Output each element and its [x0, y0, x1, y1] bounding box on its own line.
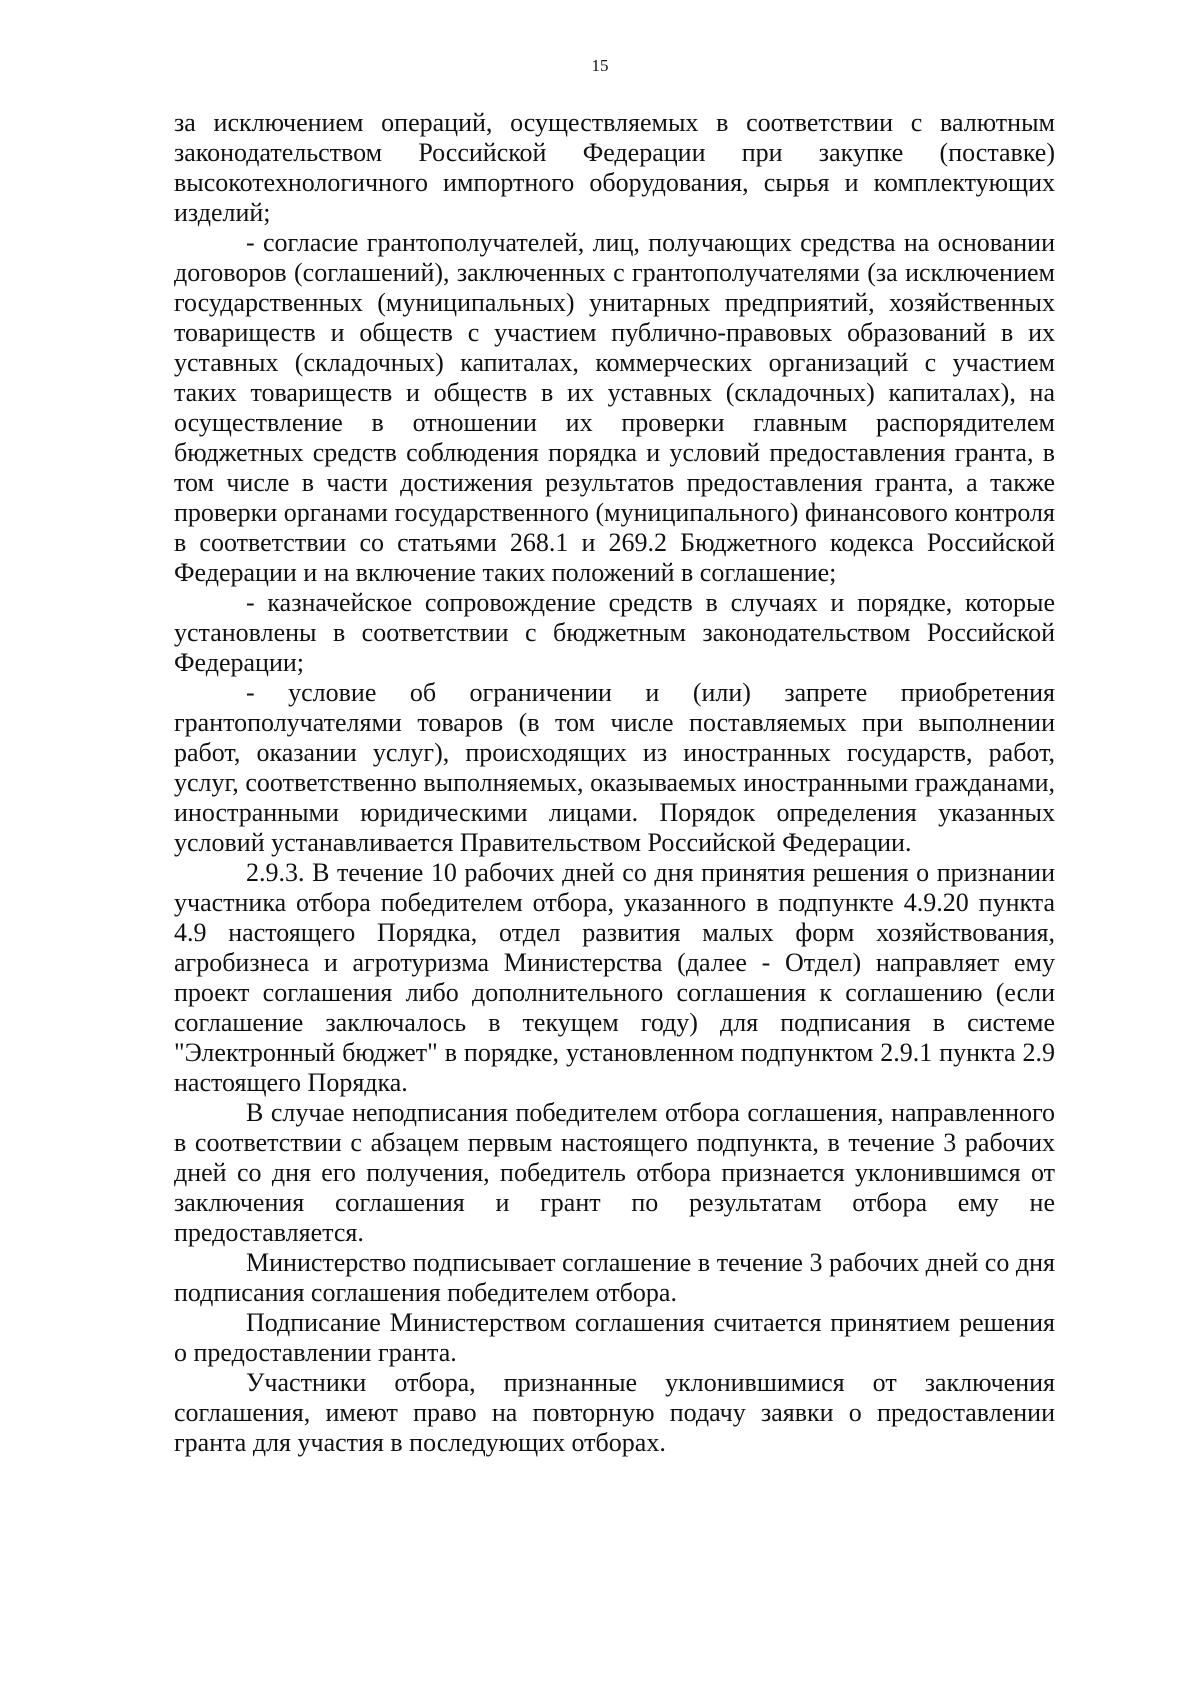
page-number: 15	[591, 56, 609, 75]
paragraph-4: - условие об ограничении и (или) запрете приобретения грантополучателями товаров (в том числе поставляемых при выполнении работ, оказании услуг), происходящих из иностранных государств, работ, услуг, соответственно выполняемых, оказываемых иностранными гражданами, иностранными юридическими лицами. Порядок определения указанных условий устанавливается Правительством Российской Федерации.	[174, 678, 1055, 857]
paragraph-1: за исключением операций, осуществляемых в соответствии с валютным законодательством Российской Федерации при закупке (поставке) высокотехнологичного импортного оборудования, сырья и комплектующих изделий;	[174, 108, 1055, 227]
paragraph-7: Министерство подписывает соглашение в течение 3 рабочих дней со дня подписания соглашения победителем отбора.	[174, 1248, 1055, 1307]
paragraph-9: Участники отбора, признанные уклонившимися от заключения соглашения, имеют право на повторную подачу заявки о предоставлении гранта для участия в последующих отборах.	[174, 1368, 1055, 1457]
paragraph-6: В случае неподписания победителем отбора соглашения, направленного в соответствии с абзацем первым настоящего подпункта, в течение 3 рабочих дней со дня его получения, победитель отбора признается уклонившимся от заключения соглашения и грант по результатам отбора ему не предоставляется.	[174, 1098, 1055, 1247]
paragraph-3: - казначейское сопровождение средств в случаях и порядке, которые установлены в соответствии с бюджетным законодательством Российской Федерации;	[174, 588, 1055, 677]
document-body	[174, 108, 1055, 1458]
paragraph-2: - согласие грантополучателей, лиц, получающих средства на основании договоров (соглашений), заключенных с грантополучателями (за исключением государственных (муниципальных) унитарных предприятий, хозяйственных товариществ и обществ с участием публично-правовых образований в их уставных (складочных) капиталах, коммерческих организаций с участием таких товариществ и обществ в их уставных (складочных) капиталах), на осуществление в отношении их проверки главным распорядителем бюджетных средств соблюдения порядка и условий предоставления гранта, в том числе в части достижения результатов предоставления гранта, а также проверки органами государственного (муниципального) финансового контроля в соответствии со статьями 268.1 и 269.2 Бюджетного кодекса Российской Федерации и на включение таких положений в соглашение;	[174, 228, 1055, 587]
paragraph-5: 2.9.3. В течение 10 рабочих дней со дня принятия решения о признании участника отбора победителем отбора, указанного в подпункте 4.9.20 пункта 4.9 настоящего Порядка, отдел развития малых форм хозяйствования, агробизнеса и агротуризма Министерства (далее - Отдел) направляет ему проект соглашения либо дополнительного соглашения к соглашению (если соглашение заключалось в текущем году) для подписания в системе "Электронный бюджет" в порядке, установленном подпунктом 2.9.1 пункта 2.9 настоящего Порядка.	[174, 858, 1055, 1097]
paragraph-8: Подписание Министерством соглашения считается принятием решения о предоставлении гранта.	[174, 1308, 1055, 1367]
